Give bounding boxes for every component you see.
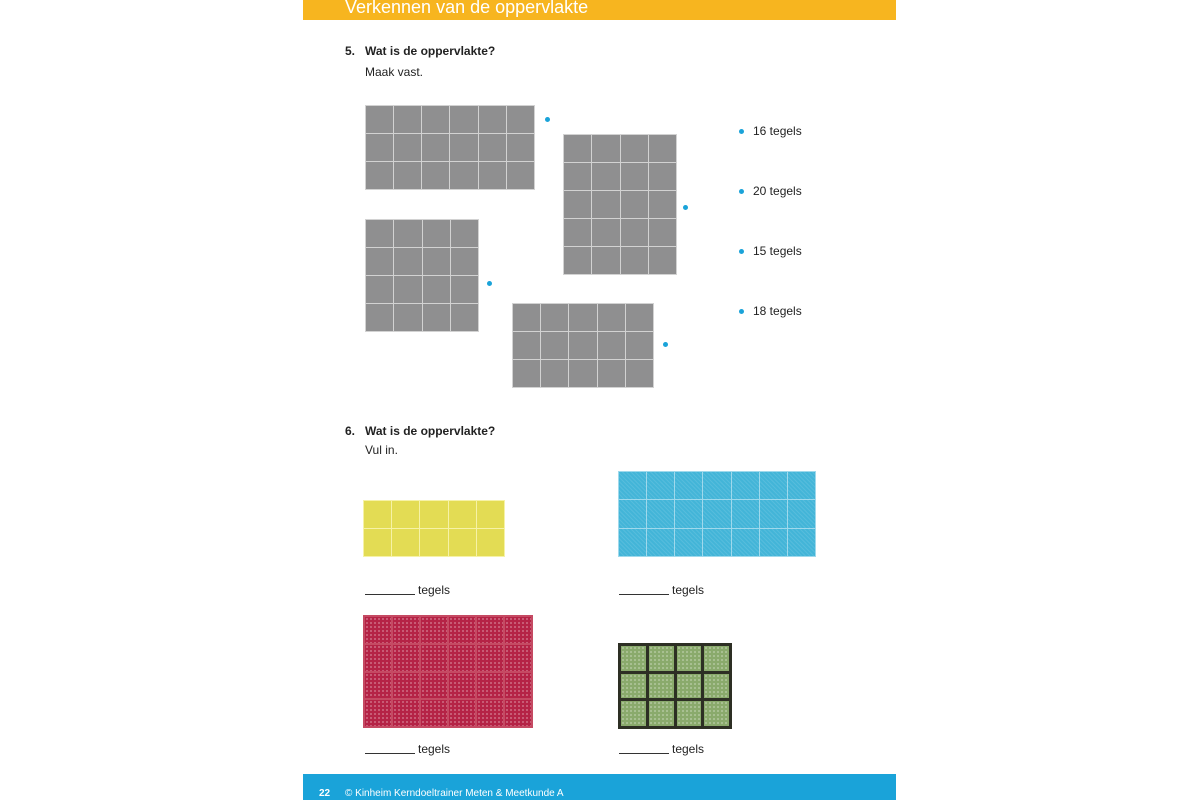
tile — [649, 219, 676, 246]
tile — [564, 247, 591, 274]
answer-option-3: 15 tegels — [753, 244, 802, 258]
gray-tile-rectangle-4x5 — [563, 134, 677, 275]
tile — [541, 360, 568, 387]
question-5-title: Wat is de oppervlakte? — [365, 44, 496, 58]
tile — [592, 191, 619, 218]
tile — [450, 162, 477, 189]
tile — [564, 191, 591, 218]
copyright-text: © Kinheim Kerndoeltrainer Meten & Meetkunde A — [345, 788, 564, 799]
tile — [449, 617, 475, 643]
tile — [479, 106, 506, 133]
tile — [649, 701, 674, 726]
tile — [621, 674, 646, 699]
worksheet-page — [303, 0, 896, 800]
tile — [365, 645, 391, 671]
tile — [732, 529, 759, 556]
tile — [621, 247, 648, 274]
tile — [479, 134, 506, 161]
question-5-number: 5. — [345, 44, 356, 58]
tile — [392, 529, 419, 556]
tile — [422, 134, 449, 161]
tile — [477, 529, 504, 556]
tile — [592, 135, 619, 162]
tile — [394, 134, 421, 161]
tile — [703, 500, 730, 527]
tile — [423, 304, 450, 331]
tile — [677, 646, 702, 671]
tile — [366, 220, 393, 247]
tile — [423, 248, 450, 275]
tile — [421, 700, 447, 726]
match-dot-shape-c[interactable] — [487, 281, 492, 286]
tile — [541, 304, 568, 331]
yellow-tile-rectangle — [363, 500, 505, 557]
tile — [649, 247, 676, 274]
tile — [732, 500, 759, 527]
blue-tile-rectangle — [618, 471, 816, 557]
question-6-title: Wat is de oppervlakte? — [365, 424, 496, 438]
tile — [621, 191, 648, 218]
tile — [449, 673, 475, 699]
footer-bar — [303, 774, 896, 800]
tile — [649, 646, 674, 671]
question-5-instruction: Maak vast. — [365, 65, 424, 79]
tile — [626, 360, 653, 387]
answer-blank-line-3[interactable] — [365, 753, 415, 754]
match-dot-answer-4[interactable] — [739, 309, 744, 314]
tile — [569, 304, 596, 331]
tile — [569, 360, 596, 387]
tile — [513, 304, 540, 331]
tile — [421, 617, 447, 643]
tile — [394, 106, 421, 133]
tiles-label-4: tegels — [672, 742, 705, 756]
tile — [619, 500, 646, 527]
answer-blank-line-1[interactable] — [365, 594, 415, 595]
match-dot-answer-2[interactable] — [739, 189, 744, 194]
tiles-label-1: tegels — [418, 583, 451, 597]
tile — [649, 674, 674, 699]
tile — [760, 472, 787, 499]
tile — [647, 500, 674, 527]
tile — [507, 162, 534, 189]
tile — [477, 617, 503, 643]
tile — [619, 529, 646, 556]
tile — [569, 332, 596, 359]
tile — [394, 276, 421, 303]
page-title: Verkennen van de oppervlakte — [345, 0, 589, 17]
tile — [675, 472, 702, 499]
tile — [423, 276, 450, 303]
gray-tile-rectangle-6x3 — [365, 105, 535, 190]
tile — [394, 220, 421, 247]
tile — [619, 472, 646, 499]
gray-tile-rectangle-5x3 — [512, 303, 654, 388]
tile — [649, 191, 676, 218]
tile — [393, 673, 419, 699]
tile — [449, 700, 475, 726]
tile — [394, 304, 421, 331]
match-dot-answer-3[interactable] — [739, 249, 744, 254]
tile — [592, 163, 619, 190]
tile — [788, 472, 815, 499]
tile — [364, 529, 391, 556]
answer-blank-line-4[interactable] — [619, 753, 669, 754]
tile — [505, 700, 531, 726]
answer-option-2: 20 tegels — [753, 184, 802, 198]
tile — [703, 472, 730, 499]
tile — [393, 645, 419, 671]
answer-blank-line-2[interactable] — [619, 594, 669, 595]
tile — [393, 617, 419, 643]
tile — [366, 106, 393, 133]
tile — [541, 332, 568, 359]
tile — [420, 501, 447, 528]
tile — [451, 220, 478, 247]
tile — [364, 501, 391, 528]
question-6-instruction: Vul in. — [365, 443, 398, 457]
tile — [479, 162, 506, 189]
header-bar — [303, 0, 896, 20]
answer-option-1: 16 tegels — [753, 124, 802, 138]
tile — [592, 219, 619, 246]
tile — [788, 500, 815, 527]
tile — [505, 673, 531, 699]
tile — [598, 360, 625, 387]
tile — [621, 163, 648, 190]
tile — [703, 529, 730, 556]
tile — [704, 701, 729, 726]
tile — [477, 700, 503, 726]
tile — [420, 529, 447, 556]
tile — [649, 135, 676, 162]
tile — [564, 219, 591, 246]
tile — [365, 673, 391, 699]
tile — [451, 304, 478, 331]
tile — [626, 332, 653, 359]
tile — [366, 304, 393, 331]
tile — [393, 700, 419, 726]
red-tile-rectangle — [363, 615, 533, 728]
tile — [675, 500, 702, 527]
tile — [423, 220, 450, 247]
tile — [677, 674, 702, 699]
tile — [564, 163, 591, 190]
tile — [704, 674, 729, 699]
tile — [421, 673, 447, 699]
tile — [451, 276, 478, 303]
tile — [450, 134, 477, 161]
tile — [422, 162, 449, 189]
tiles-label-3: tegels — [418, 742, 451, 756]
answer-option-4: 18 tegels — [753, 304, 802, 318]
tile — [621, 135, 648, 162]
tile — [564, 135, 591, 162]
tile — [626, 304, 653, 331]
tile — [394, 248, 421, 275]
tile — [592, 247, 619, 274]
tile — [621, 646, 646, 671]
tile — [598, 332, 625, 359]
tile — [449, 645, 475, 671]
page-number: 22 — [319, 788, 331, 799]
tile — [513, 360, 540, 387]
tile — [621, 219, 648, 246]
tile — [513, 332, 540, 359]
match-dot-shape-d[interactable] — [663, 342, 668, 347]
tile — [366, 134, 393, 161]
question-6-number: 6. — [345, 424, 356, 438]
tile — [598, 304, 625, 331]
tile — [647, 529, 674, 556]
green-tile-rectangle — [618, 643, 732, 729]
match-dot-shape-b[interactable] — [683, 205, 688, 210]
tile — [477, 501, 504, 528]
tile — [505, 617, 531, 643]
tile — [450, 106, 477, 133]
tile — [732, 472, 759, 499]
tile — [366, 276, 393, 303]
tile — [704, 646, 729, 671]
tile — [675, 529, 702, 556]
tile — [507, 106, 534, 133]
tile — [647, 472, 674, 499]
tile — [365, 700, 391, 726]
tile — [788, 529, 815, 556]
match-dot-answer-1[interactable] — [739, 129, 744, 134]
tile — [421, 645, 447, 671]
match-dot-shape-a[interactable] — [545, 117, 550, 122]
tile — [449, 501, 476, 528]
tile — [366, 162, 393, 189]
gray-tile-rectangle-4x4 — [365, 219, 479, 332]
tile — [365, 617, 391, 643]
tile — [760, 500, 787, 527]
tile — [621, 701, 646, 726]
tile — [366, 248, 393, 275]
tiles-label-2: tegels — [672, 583, 705, 597]
tile — [449, 529, 476, 556]
tile — [677, 701, 702, 726]
tile — [392, 501, 419, 528]
tile — [394, 162, 421, 189]
tile — [507, 134, 534, 161]
tile — [505, 645, 531, 671]
tile — [477, 645, 503, 671]
tile — [649, 163, 676, 190]
tile — [477, 673, 503, 699]
tile — [760, 529, 787, 556]
tile — [422, 106, 449, 133]
tile — [451, 248, 478, 275]
